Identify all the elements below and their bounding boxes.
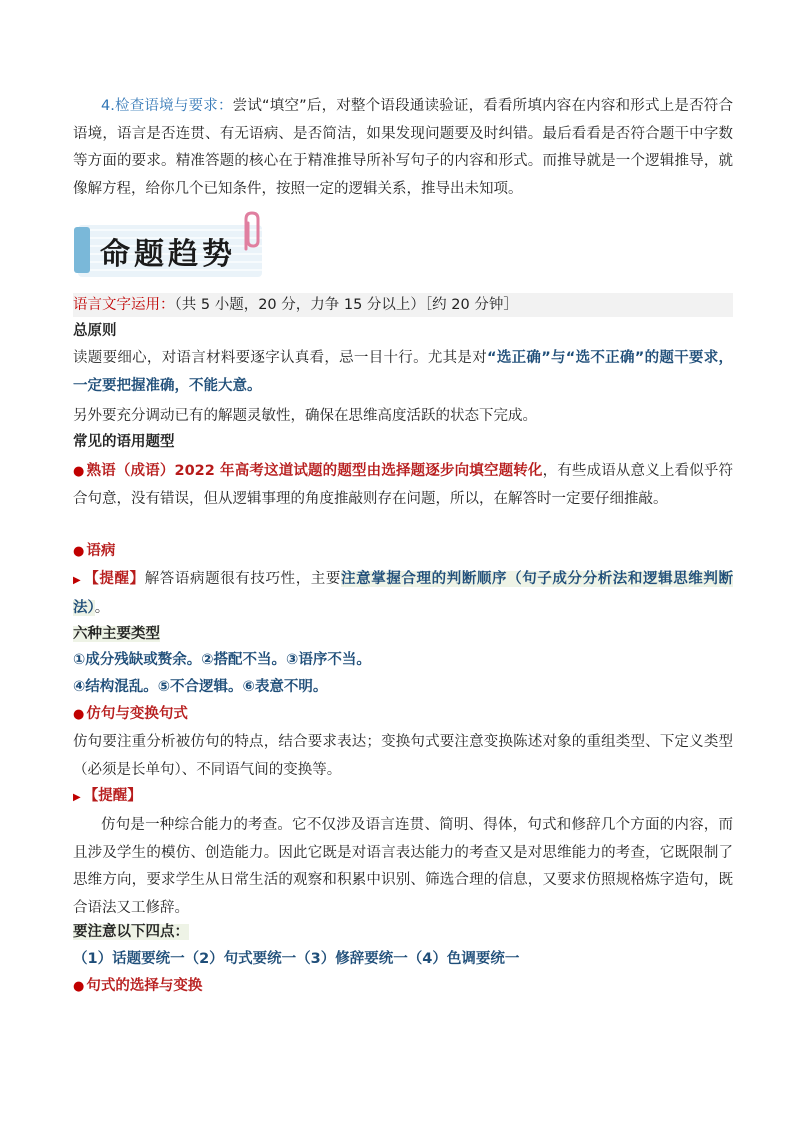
banner-title: 命题趋势 [100,237,236,272]
red-triangle-icon: ▶ [73,575,82,586]
grammar-label: 语病 [86,543,116,559]
principle-title: 总原则 [73,323,117,339]
imitation-paragraph: 仿句要注重分析被仿句的特点，结合要求表达；变换句式要注意变换陈述对象的重组类型、下定义类型（必须是长单句）、不同语气间的变换等。 [73,734,733,778]
grammar-tip-label: 【提醒】 [84,571,145,587]
grammar-tip-bold: 注意掌握合理的判断顺序（句子成分分析法和逻辑思维判断法） [73,571,734,616]
imitation-tip-heading [73,784,733,810]
red-dot-icon: ● [73,464,85,479]
intro-lead: 4.检查语境与要求： [101,98,233,114]
principle-paragraph-1 [73,345,733,400]
red-dot-icon: ● [73,544,85,559]
four-points-items: （1）话题要统一（2）句式要统一（3）修辞要统一（4）色调要统一 [73,951,520,967]
red-triangle-icon: ▶ [73,792,81,803]
principle-p1-bold: “选正确”与“选不正确”的题干要求，一定要把握准确，不能大意。 [73,350,733,394]
imitation-tip-paragraph: 仿句是一种综合能力的考查。它不仅涉及语言连贯、简明、得体，句式和修辞几个方面的内容，而且涉及学生的模仿、创造能力。因此它既是对语言表达能力的考查又是对思维能力的考查，它既限制了思维方向，要求学生从日常生活的观察和积累中识别、筛选合理的信息，又要求仿照规格炼字造句，既合语法又工修辞。 [73,817,733,916]
types-title: 常见的语用题型 [73,434,175,450]
section-header [73,293,733,317]
section-banner [78,219,264,277]
red-dot-icon: ● [73,979,85,994]
red-dot-icon: ● [73,707,85,722]
idiom-rest: ，有些成语从意义上看似乎符合句意，没有错误，但从逻辑事理的角度推敲则存在问题，所以，在解答时一定要仔细推敲。 [73,463,734,507]
four-points-title-text: 要注意以下四点： [73,924,189,940]
six-types-row-2: ④结构混乱。⑤不合逻辑。⑥表意不明。 [73,679,328,695]
grammar-tip [73,566,733,622]
six-types-title [73,622,733,646]
intro-text: 尝试“填空”后，对整个语段通读验证，看看所填内容在内容和形式上是否符合语境，语言是否连贯、有无语病、是否简洁，如果发现问题要及时纠错。最后看看是否符合题干中字数等方面的要求。精准答题的核心在于精准推导所补写句子的内容和形式。而推导就是一个逻辑推导，就像解方程，给你几个已知条件，按照一定的逻辑关系，推导出未知项。 [73,98,733,197]
grammar-heading [73,539,733,564]
imitation-label: 仿句与变换句式 [86,706,188,722]
section-header-detail: （共 5 小题，20 分，力争 15 分以上）［约 20 分钟］ [174,297,518,313]
six-types-row-1: ①成分残缺或赘余。②搭配不当。③语序不当。 [73,652,371,668]
imitation-heading [73,702,733,727]
four-points-title [73,920,733,944]
principle-paragraph-2: 另外要充分调动已有的解题灵敏性，确保在思维高度活跃的状态下完成。 [73,408,537,424]
sentence-heading [73,974,733,999]
principle-p1-plain: 读题要细心，对语言材料要逐字认真看，忌一目十行。尤其是对 [73,350,488,366]
idiom-paragraph [73,458,733,513]
banner-tab [74,227,90,273]
section-header-label: 语言文字运用： [73,297,175,313]
imitation-tip-label: 【提醒】 [83,788,142,804]
grammar-tip-end: 。 [94,599,110,616]
idiom-bold: 2022 年高考这道试题的题型由选择题逐步向填空题转化 [174,463,543,479]
grammar-tip-plain: 解答语病题很有技巧性，主要 [144,571,342,587]
intro-paragraph [73,93,733,203]
paperclip-icon [236,211,266,251]
six-types-title-text: 六种主要类型 [73,626,160,642]
sentence-label: 句式的选择与变换 [86,978,203,994]
idiom-label: 熟语（成语） [86,463,175,479]
